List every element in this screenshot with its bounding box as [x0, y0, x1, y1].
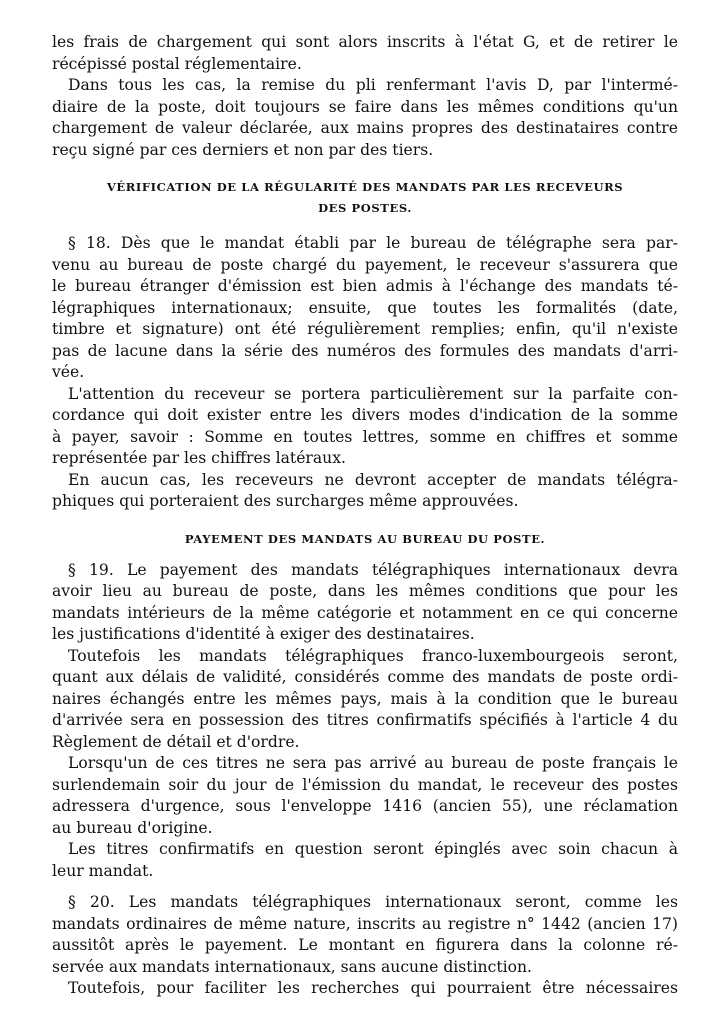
paragraph-section-20 — [52, 892, 678, 1000]
text-line: pas de lacune dans la série des numéros des formules des mandats d'arri- — [52, 341, 678, 360]
text-line: Dans tous les cas, la remise du pli renfermant l'avis D, par l'intermé- — [68, 76, 678, 94]
text-line: diaire de la poste, doit toujours se faire dans les mêmes conditions qu'un — [52, 97, 678, 116]
text-line: mandats intérieurs de la même catégorie et notamment en ce qui concerne — [52, 603, 678, 622]
text-line: Lorsqu'un de ces titres ne sera pas arrivé au bureau de poste français le — [68, 754, 678, 772]
paragraph-section-18 — [52, 233, 678, 513]
text-line: venu au bureau de poste chargé du payement, le receveur s'assurera que — [52, 255, 678, 274]
text-line: le bureau étranger d'émission est bien admis à l'échange des mandats té- — [52, 277, 678, 295]
text-line: représentée par les chiffres latéraux. — [52, 449, 346, 467]
text-line: L'attention du receveur se portera particulièrement sur la parfaite con- — [68, 384, 678, 403]
heading-line: PAYEMENT DES MANDATS AU BUREAU DU POSTE. — [184, 531, 546, 546]
text-line: au bureau d'origine. — [52, 818, 213, 837]
text-line: En aucun cas, les receveurs ne devront accepter de mandats télégra- — [68, 470, 678, 489]
text-line: avoir lieu au bureau de poste, dans les mêmes conditions que pour les — [52, 582, 678, 600]
text-line: Les titres confirmatifs en question seront épinglés avec soin chacun à — [68, 840, 678, 858]
heading-line: DES POSTES. — [318, 201, 412, 215]
text-line: les justifications d'identité à exiger des destinataires. — [52, 625, 475, 643]
text-line: récépissé postal réglementaire. — [52, 54, 302, 73]
text-line: cordance qui doit exister entre les divers modes d'indication de la somme — [52, 406, 678, 424]
text-line: servée aux mandats internationaux, sans aucune distinction. — [52, 957, 532, 976]
text-line: d'arrivée sera en possession des titres confirmatifs spécifiés à l'article 4 du — [52, 711, 678, 729]
intro-paragraphs — [52, 32, 678, 161]
text-line: chargement de valeur déclarée, aux mains propres des destinataires contre — [52, 119, 678, 137]
document-page — [52, 32, 678, 1000]
text-line: mandats ordinaires de même nature, inscrits au registre n° 1442 (ancien 17) — [52, 914, 678, 933]
paragraph-section-19 — [52, 560, 678, 883]
text-line: Toutefois, pour faciliter les recherches qui pourraient être nécessaires — [68, 979, 678, 997]
text-line: § 18. Dès que le mandat établi par le bureau de télégraphe sera par- — [68, 234, 678, 252]
text-line: vée. — [52, 363, 85, 381]
text-line: § 19. Le payement des mandats télégraphiques internationaux devra — [68, 560, 678, 579]
text-line: timbre et signature) ont été régulièrement remplies; enfin, qu'il n'existe — [52, 320, 678, 338]
section-heading-payement — [52, 529, 678, 550]
text-line: § 20. Les mandats télégraphiques internationaux seront, comme les — [68, 893, 678, 911]
text-line: reçu signé par ces derniers et non par des tiers. — [52, 140, 434, 159]
text-line: quant aux délais de validité, considérés comme des mandats de poste ordi- — [52, 668, 678, 686]
text-line: légraphiques internationaux; ensuite, que toutes les formalités (date, — [52, 298, 678, 317]
text-line: leur mandat. — [52, 861, 154, 880]
text-line: surlendemain soir du jour de l'émission du mandat, le receveur des postes — [52, 775, 678, 794]
text-line: Règlement de détail et d'ordre. — [52, 732, 300, 751]
text-line: les frais de chargement qui sont alors inscrits à l'état G, et de retirer le — [52, 33, 678, 51]
section-heading-verification — [52, 177, 678, 219]
heading-line: VÉRIFICATION DE LA RÉGULARITÉ DES MANDATS PAR LES RECEVEURS — [106, 180, 624, 194]
text-line: Toutefois les mandats télégraphiques franco-luxembourgeois seront, — [68, 646, 678, 665]
text-line: naires échangés entre les mêmes pays, mais à la condition que le bureau — [52, 689, 678, 708]
text-line: adressera d'urgence, sous l'enveloppe 1416 (ancien 55), une réclamation — [52, 797, 678, 815]
text-line: à payer, savoir : Somme en toutes lettres, somme en chiffres et somme — [52, 427, 678, 446]
text-line: aussitôt après le payement. Le montant en figurera dans la colonne ré- — [52, 936, 678, 954]
text-line: phiques qui porteraient des surcharges même approuvées. — [52, 492, 519, 510]
